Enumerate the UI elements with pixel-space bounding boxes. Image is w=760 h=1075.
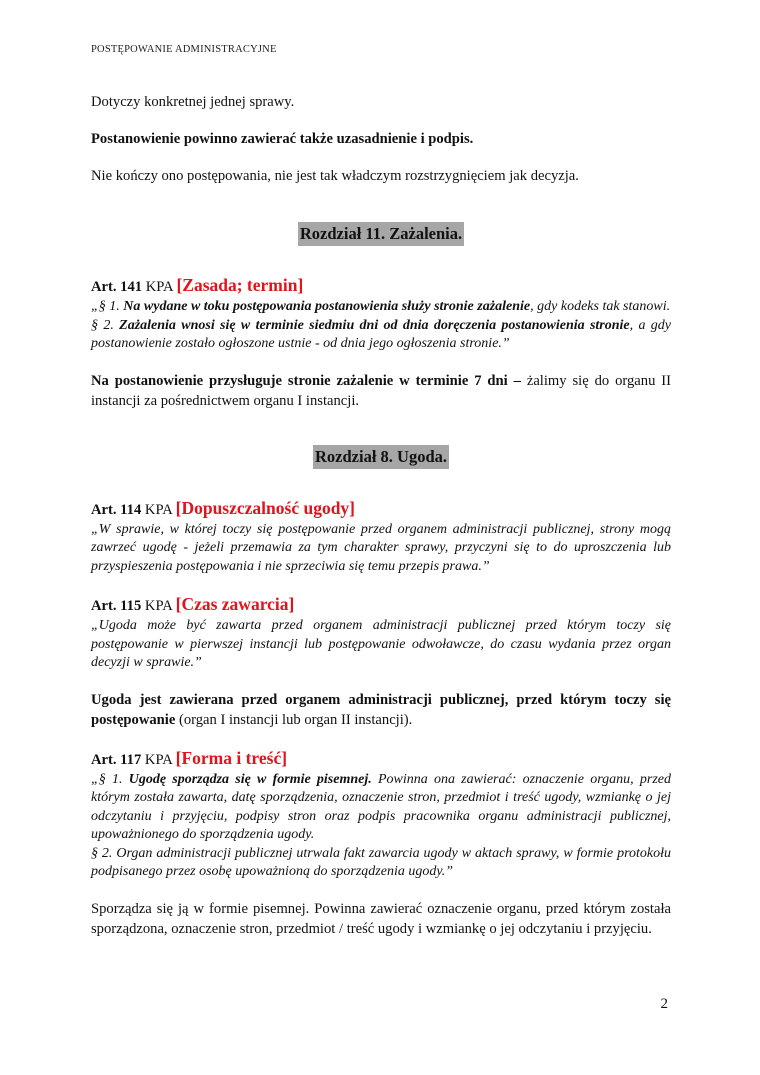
article-number: Art. 114	[91, 501, 142, 518]
article-114-quote: „W sprawie, w której toczy się postępowanie przed organem administracji publicznej, strony mogą zawrzeć ugodę - jeżeli przemawia za tym charakter sprawy, przyczyni się to do uproszczenia lub przyspieszenia postępowania i nie sprzeciwia się temu przepis prawa.”	[91, 521, 671, 574]
article-117-title	[91, 747, 671, 771]
article-117-quote-2: § 2. Organ administracji publicznej utrwala fakt zawarcia ugody w aktach sprawy, w formie protokołu podpisanego przez osobę upoważnioną do sporządzenia ugody.”	[91, 845, 671, 879]
article-tag: [Zasada; termin]	[176, 275, 304, 295]
article-code: KPA	[141, 751, 176, 768]
article-code: KPA	[141, 598, 176, 614]
article-number: Art. 141	[91, 279, 143, 295]
article-117-quote-1: „§ 1. Ugodę sporządza się w formie pisemnej. Powinna ona zawierać: oznaczenie organu, przed którym została zawarta, datę sporządzenia, oznaczenie stron, przedmiot i treść ugody, wzmiankę o jej odczytaniu i przyjęciu, podpisy stron oraz podpis pracownika organu administracji publicznej, upoważnionego do sporządzenia ugody.	[91, 771, 671, 842]
intro-paragraph: Dotyczy konkretnej jednej sprawy.	[91, 94, 295, 110]
chapter-11-note: Na postanowienie przysługuje stronie zażalenie w terminie 7 dni – żalimy się do organu II instancji za pośrednictwem organu I instancji.	[91, 372, 672, 409]
chapter-11-heading: Rozdział 11. Zażalenia.	[298, 222, 464, 246]
article-115-title	[91, 593, 671, 617]
running-header: POSTĘPOWANIE ADMINISTRACYJNE	[91, 44, 277, 55]
article-tag: [Dopuszczalność ugody]	[175, 497, 356, 518]
article-tag: [Forma i treść]	[175, 747, 288, 768]
article-141-quote-1: „§ 1. Na wydane w toku postępowania postanowienia służy stronie zażalenie, gdy kodeks tak stanowi.	[91, 299, 671, 314]
intro-paragraph-bold: Postanowienie powinno zawierać także uzasadnienie i podpis.	[91, 131, 474, 147]
article-tag: [Czas zawarcia]	[175, 594, 295, 614]
article-number: Art. 117	[91, 751, 142, 768]
intro-paragraph: Nie kończy ono postępowania, nie jest tak władczym rozstrzygnięciem jak decyzja.	[91, 168, 579, 184]
chapter-8-note: Ugoda jest zawierana przed organem administracji publicznej, przed którym toczy się postępowanie (organ I instancji lub organ II instancji).	[91, 691, 671, 728]
article-code: KPA	[141, 501, 176, 518]
article-141-quote-2: § 2. Zażalenia wnosi się w terminie siedmiu dni od dnia doręczenia postanowienia stronie, a gdy postanowienie zostało ogłoszone ustnie - od dnia jego ogłoszenia stronie.”	[91, 317, 672, 351]
article-number: Art. 115	[91, 598, 142, 614]
page-body	[91, 92, 671, 939]
article-code: KPA	[142, 279, 177, 295]
article-114-title	[91, 497, 671, 521]
chapter-8-heading: Rozdział 8. Ugoda.	[313, 445, 449, 469]
article-115-quote: „Ugoda może być zawarta przed organem administracji publicznej przed którym toczy się postępowanie w pierwszej instancji lub postępowanie odwoławcze, do czasu wydania przez organ decyzji w sprawie.”	[91, 618, 671, 670]
page-number: 2	[660, 996, 668, 1012]
chapter-8-summary: Sporządza się ją w formie pisemnej. Powinna zawierać oznaczenie organu, przed którym została sporządzona, oznaczenie stron, przedmiot / treść ugody i wzmiankę o jej odczytaniu i przyjęciu.	[91, 900, 671, 937]
article-141-title	[91, 274, 671, 298]
